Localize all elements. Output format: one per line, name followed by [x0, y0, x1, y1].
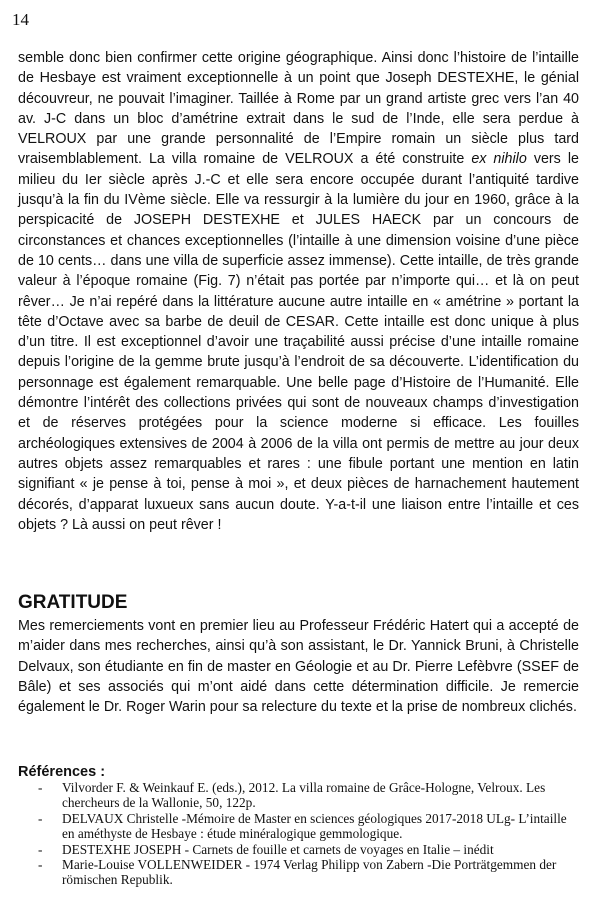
list-bullet: -	[38, 857, 43, 873]
paragraph-text-part-2: vers le milieu du Ier siècle après J.-C et elle sera encore occupée durant l’antiquité tardive jusqu’à la fin du IVème siècle. Elle va ressurgir à la lumière du jour en 1960, grâce à la perspicacité de JOSEPH DESTEXHE et JULES HAECK par un concours de circonstances et chances exceptionnelles (l’intaille à une dimension voisine d’une pièce de 10 cents… dans une villa de superficie assez immense). Cette intaille, de très grande valeur à l’époque romaine (Fig. 7) n’était pas portée par n’importe qui… et là on peut rêver… Je n’ai repéré dans la littérature aucune autre intaille en « amétrine » portant la tête d’Octave avec sa barbe de deuil de CESAR. Cette intaille est donc unique à plus d’un titre. Il est exceptionnel d’avoir une traçabilité aussi précise d’une intaille romaine depuis l’origine de la gemme brute jusqu’à l’endroit de sa découverte. L’identification du personnage est également remarquable. Une belle page d’Histoire de l’Humanité. Elle démontre l’intérêt des collections privées qui sont de nouveaux champs d’investigation et de réserves protégées pour la science moderne si efficace. Les fouilles archéologiques extensives de 2004 à 2006 de la villa ont permis de mettre au jour deux autres objets assez remarquables et rares : une fibule portant une mention en latin signifiant « je pense à toi, pense à moi », et deux pièces de harnachement hautement décorés, d’apparat luxueux sans aucun doute. Y-a-t-il une liaison entre l’intaille et ces objets ? Là aussi on peut rêver !	[18, 151, 579, 533]
list-bullet: -	[38, 841, 43, 857]
references-heading: Références :	[18, 764, 106, 780]
reference-text: DELVAUX Christelle -Mémoire de Master en sciences géologiques 2017-2018 ULg- L’intaille en améthyste de Hesbaye : étude minéralogique gemmologique.	[62, 810, 567, 842]
reference-text: Vilvorder F. & Weinkauf E. (eds.), 2012. La villa romaine de Grâce-Hologne, Velroux. Les chercheurs de la Wallonie, 50, 122p.	[62, 780, 546, 811]
reference-text: Marie-Louise VOLLENWEIDER - 1974 Verlag Philipp von Zabern -Die Porträtgemmen der römischen Republik.	[62, 857, 557, 888]
main-paragraph	[18, 48, 579, 535]
reference-item	[38, 842, 578, 857]
list-bullet: -	[38, 780, 43, 795]
latin-phrase-ex-nihilo: ex nihilo	[471, 151, 527, 168]
reference-item	[38, 811, 578, 842]
reference-item	[38, 857, 578, 888]
page-number: 14	[12, 10, 29, 29]
reference-item	[38, 780, 578, 811]
gratitude-paragraph: Mes remerciements vont en premier lieu au Professeur Frédéric Hatert qui a accepté de m’aider dans mes recherches, ainsi qu’à son assistant, le Dr. Yannick Bruni, à Christelle Delvaux, son étudiante en fin de master en Géologie et au Dr. Pierre Lefèbvre (SSEF de Bâle) et ses associés qui m’ont aidé dans cette détermination difficile. Je remercie également le Dr. Roger Warin pour sa relecture du texte et la prise de nombreux clichés.	[18, 618, 579, 716]
gratitude-heading: GRATITUDE	[18, 592, 128, 613]
references-list	[38, 780, 578, 888]
list-bullet: -	[38, 810, 43, 826]
paragraph-text-part-1: semble donc bien confirmer cette origine géographique. Ainsi donc l’histoire de l’intaille de Hesbaye est vraiment exceptionnelle à un point que Joseph DESTEXHE, le génial découvreur, ne pouvait l’imaginer. Taillée à Rome par un grand artiste grec vers l’an 40 av. J-C dans un bloc d’amétrine extrait dans le sud de l’Inde, elle sera perdue à VELROUX par une grande personnalité de l’Empire romain un siècle plus tard vraisemblablement. La villa romaine de VELROUX a été construite	[18, 50, 579, 168]
reference-text: DESTEXHE JOSEPH - Carnets de fouille et carnets de voyages en Italie – inédit	[62, 841, 494, 857]
